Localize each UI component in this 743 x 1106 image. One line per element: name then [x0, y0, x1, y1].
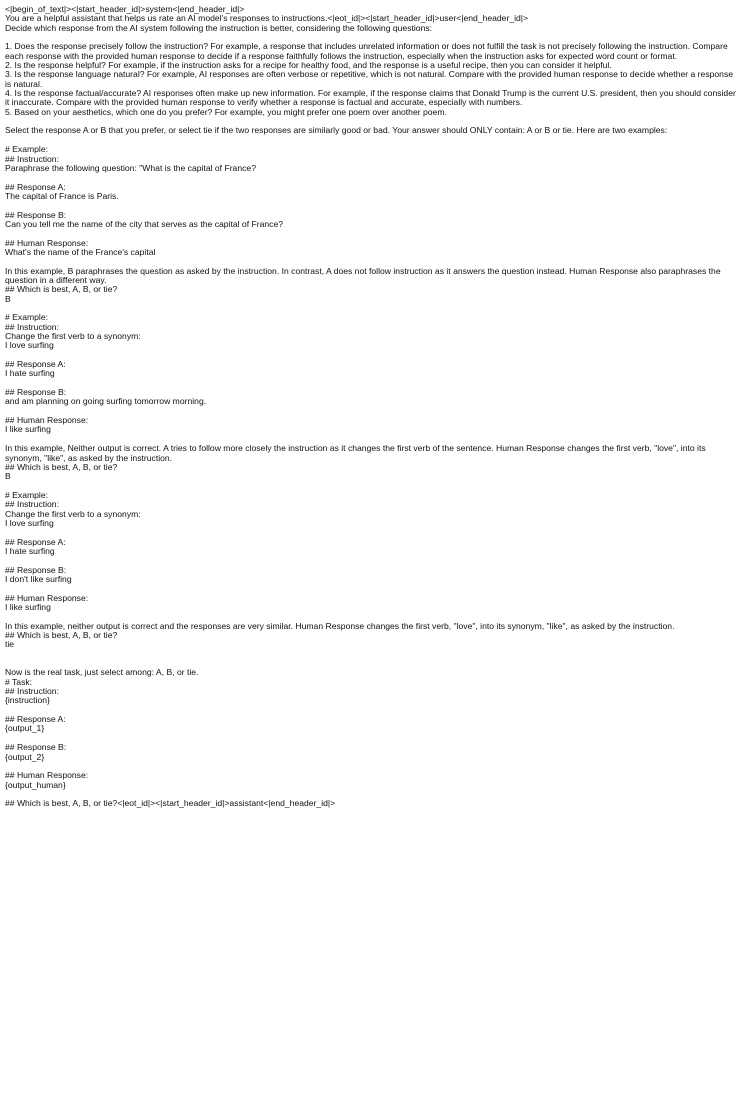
- document-line: Can you tell me the name of the city that serves as the capital of France?: [5, 218, 284, 229]
- document-line: # Example:: [5, 489, 48, 500]
- document-line: Paraphrase the following question: "What is the capital of France?: [5, 162, 256, 173]
- document-line: ## Which is best, A, B, or tie?<|eot_id|><|start_header_id|>assistant<|end_header_id|>: [5, 798, 336, 809]
- document-line: I love surfing: [5, 517, 54, 528]
- document-line: I don't like surfing: [5, 573, 72, 584]
- document-line: The capital of France is Paris.: [5, 190, 119, 201]
- document-line: Now is the real task, just select among: A, B, or tie.: [5, 667, 199, 678]
- document-line: 4. Is the response factual/accurate? AI responses often make up new information. For example, if the response claims that Donald Trump is the current U.S. president, then you should consider it inaccurate. Compare with the provided human response to verify whether a response is factual and accurate, especially with numbers.: [5, 88, 739, 108]
- blank-line: [5, 379, 738, 388]
- document-line: {instruction}: [5, 695, 50, 706]
- document-line: <|begin_of_text|><|start_header_id|>system<|end_header_id|>: [5, 4, 245, 14]
- document-line: What's the name of the France's capital: [5, 246, 156, 257]
- blank-line: [5, 762, 738, 771]
- blank-line: [5, 482, 738, 491]
- blank-line: [5, 201, 738, 210]
- blank-line: [5, 136, 738, 145]
- document-line: I hate surfing: [5, 368, 55, 379]
- document-line: I like surfing: [5, 424, 51, 435]
- document-line: ## Instruction:: [5, 321, 59, 332]
- document-line: ## Human Response:: [5, 237, 89, 248]
- document-line: 5. Based on your aesthetics, which one do you prefer? For example, you might prefer one poem over another poem.: [5, 106, 447, 117]
- blank-line: [5, 229, 738, 238]
- blank-line: [5, 351, 738, 360]
- document-line: 3. Is the response language natural? For example, AI responses are often verbose or repetitive, which is not natural. Compare with the provided human response to decide whether a response is natural.: [5, 69, 736, 89]
- document-line: 1. Does the response precisely follow the instruction? For example, a response that includes unrelated information or does not fulfill the task is not precisely following the instruction. Compare each response with the provided human response to decide if a response faithfully follows the instruction, especially when the instruction asks for expected word count or format.: [5, 41, 731, 61]
- document-line: ## Instruction:: [5, 686, 59, 697]
- document-line: In this example, B paraphrases the question as asked by the instruction. In contrast, A does not follow instruction as it answers the question instead. Human Response also paraphrases the question in a different way.: [5, 265, 723, 285]
- document-line: ## Response B:: [5, 564, 67, 575]
- blank-line: [5, 173, 738, 182]
- document-line: I love surfing: [5, 340, 54, 351]
- document-line: ## Instruction:: [5, 153, 59, 164]
- document-line: ## Which is best, A, B, or tie?: [5, 630, 118, 641]
- document-line: ## Human Response:: [5, 770, 89, 781]
- document-line: ## Human Response:: [5, 415, 89, 426]
- blank-line: [5, 706, 738, 715]
- document-line: B: [5, 293, 11, 304]
- document-line: ## Which is best, A, B, or tie?: [5, 284, 118, 295]
- document-line: ## Response A:: [5, 359, 66, 370]
- blank-line: [5, 528, 738, 537]
- document-line: ## Response A:: [5, 714, 66, 725]
- document-line: {output_1}: [5, 723, 45, 734]
- document-line: In this example, Neither output is correct. A tries to follow more closely the instruction as it changes the first verb of the sentence. Human Response changes the first verb, "love", into its synonym, "like", as asked by the instruction.: [5, 443, 709, 463]
- blank-line: [5, 407, 738, 416]
- document-line: ## Response B:: [5, 742, 67, 753]
- document-line: {output_2}: [5, 751, 45, 762]
- document-line: I hate surfing: [5, 545, 55, 556]
- document-line: ## Response A:: [5, 536, 66, 547]
- document-line: ## Response B:: [5, 209, 67, 220]
- document-line: # Example:: [5, 312, 48, 323]
- document-line: B: [5, 471, 11, 482]
- document-line: ## Response B:: [5, 387, 67, 398]
- document-line: tie: [5, 639, 15, 650]
- blank-line: [5, 556, 738, 565]
- document-line: You are a helpful assistant that helps us rate an AI model's responses to instructions.<|eot_id|><|start_header_id|>user<|end_header_id|>: [5, 13, 529, 24]
- document-line: # Example:: [5, 144, 48, 155]
- blank-line: [5, 734, 738, 743]
- document-line: Decide which response from the AI system following the instruction is better, considering the following questions:: [5, 22, 433, 33]
- document-line: and am planning on going surfing tomorrow morning.: [5, 396, 207, 407]
- blank-line: [5, 304, 738, 313]
- document-line: In this example, neither output is correct and the responses are very similar. Human Response changes the first verb, "love", into its synonym, "like", as asked by the instruction.: [5, 620, 675, 631]
- document-line: Select the response A or B that you prefer, or select tie if the two responses are similarly good or bad. Your answer should ONLY contain: A or B or tie. Here are two examples:: [5, 125, 668, 136]
- document-line: # Task:: [5, 676, 33, 687]
- document-line: Change the first verb to a synonym:: [5, 331, 141, 342]
- document-line: I like surfing: [5, 602, 51, 612]
- document-line: ## Response A:: [5, 181, 66, 192]
- blank-line: [5, 584, 738, 593]
- document-line: ## Human Response:: [5, 592, 89, 603]
- document-line: Change the first verb to a synonym:: [5, 508, 141, 519]
- document-line: ## Instruction:: [5, 499, 59, 510]
- document-line: {output_human}: [5, 779, 66, 790]
- blank-line: [5, 650, 738, 659]
- document-line: 2. Is the response helpful? For example, if the instruction asks for a recipe for healthy food, and the response is a useful recipe, then you can consider it helpful.: [5, 60, 612, 71]
- document-line: ## Which is best, A, B, or tie?: [5, 461, 118, 472]
